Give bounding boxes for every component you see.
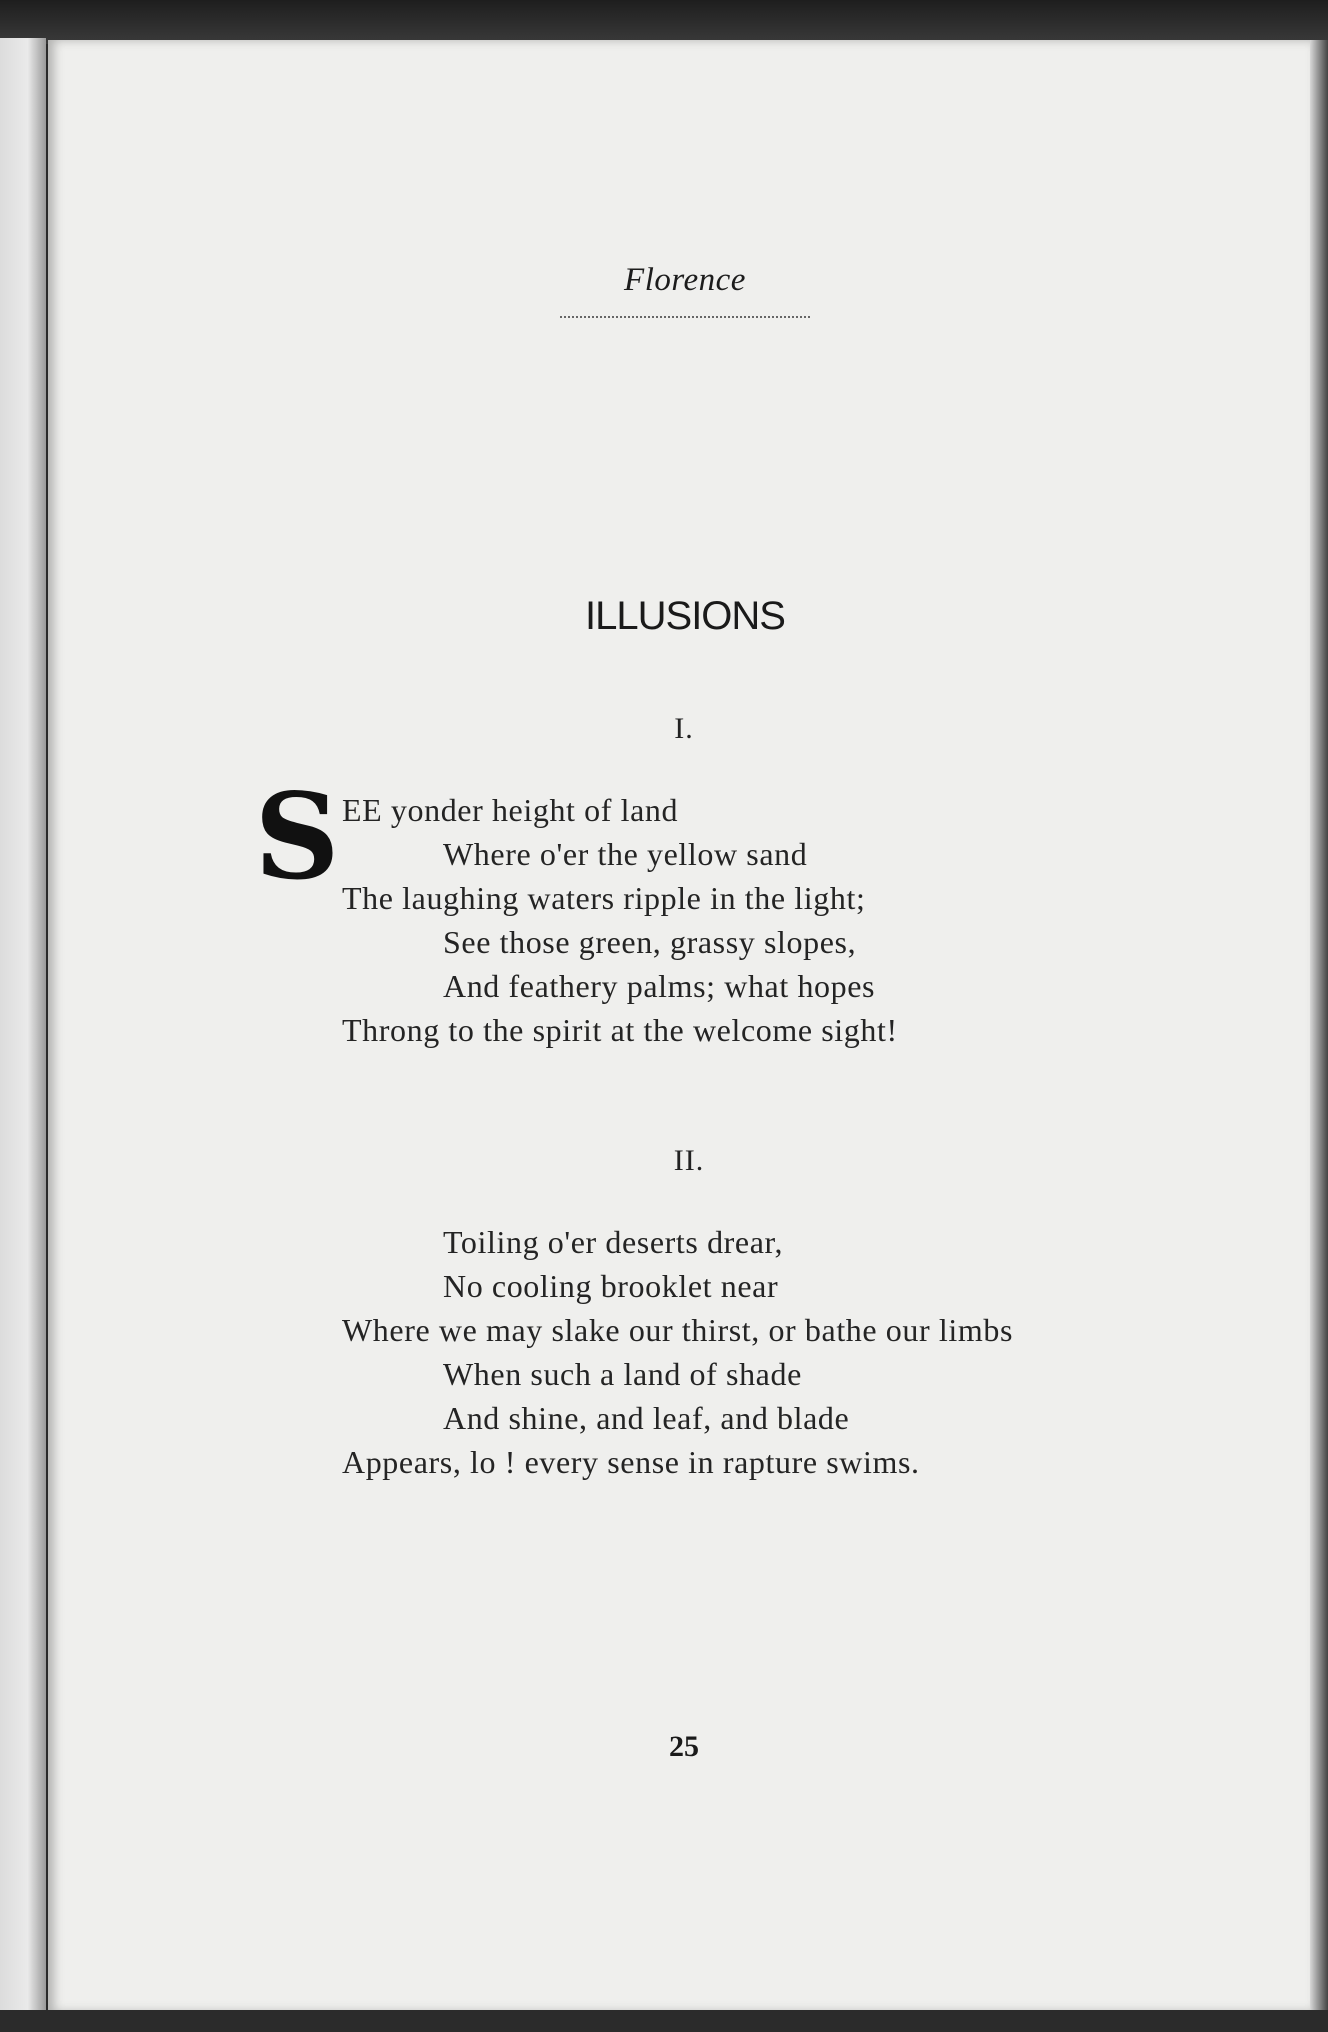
stanza-1-line-6: Throng to the spirit at the welcome sight! xyxy=(342,1012,898,1048)
drop-cap-initial: S xyxy=(254,767,340,906)
header-rule xyxy=(560,316,810,318)
stanza-2-line-2: No cooling brooklet near xyxy=(443,1268,779,1304)
facing-page-edge xyxy=(0,38,46,2012)
stanza-number-2: II. xyxy=(673,1144,705,1177)
running-header: Florence xyxy=(624,262,746,298)
stanza-2-line-6: Appears, lo ! every sense in rapture swims. xyxy=(342,1444,920,1480)
stanza-2-line-4: When such a land of shade xyxy=(443,1356,802,1392)
stanza-2-line-5: And shine, and leaf, and blade xyxy=(443,1400,850,1436)
poem-title: ILLUSIONS xyxy=(585,594,785,638)
stanza-1-line-1: EE yonder height of land xyxy=(342,792,679,828)
scan-top-border xyxy=(0,0,1328,44)
page-number: 25 xyxy=(669,1730,699,1763)
stanza-1-line-4: See those green, grassy slopes, xyxy=(443,924,857,960)
stanza-2-line-1: Toiling o'er deserts drear, xyxy=(443,1224,784,1260)
stanza-number-1: I. xyxy=(674,712,694,745)
scan-right-border xyxy=(1310,40,1328,2012)
stanza-1-line-2: Where o'er the yellow sand xyxy=(443,836,808,872)
scan-bottom-border xyxy=(0,2010,1328,2032)
stanza-1-line-5: And feathery palms; what hopes xyxy=(443,968,876,1004)
stanza-2-line-3: Where we may slake our thirst, or bathe our limbs xyxy=(342,1312,1013,1348)
stanza-1-line-3: The laughing waters ripple in the light; xyxy=(342,880,866,916)
